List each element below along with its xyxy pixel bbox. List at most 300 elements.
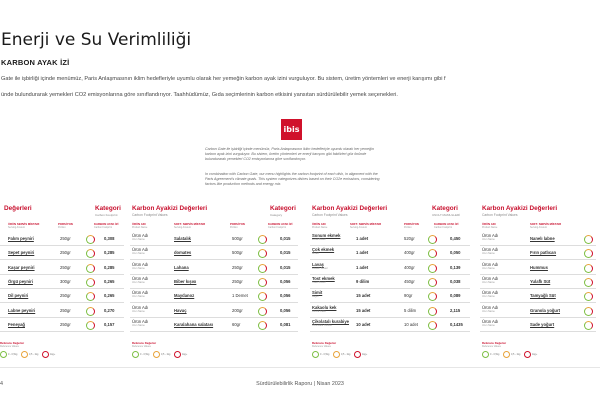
legend-title: Referans Değerler <box>132 341 157 345</box>
table-row <box>480 319 596 332</box>
legend-high: 1kg+ <box>50 353 56 356</box>
row-divider <box>0 274 124 275</box>
col-head-carbon: KARBON AYAK İZİ Carbon Footprint <box>268 222 293 230</box>
row-divider <box>130 274 298 275</box>
serving-amount: 15 adet <box>356 293 371 299</box>
carbon-level-icon <box>86 321 95 330</box>
table-row <box>0 319 124 332</box>
high-carbon-icon <box>354 351 361 358</box>
col-head-english: Carbon Footprint <box>434 226 452 230</box>
legend-low: 0 - 0,5kg <box>140 353 150 356</box>
carbon-level-icon <box>258 321 267 330</box>
col-head-serving: SOFT. SERVİS MİKTARI Serving Amount <box>530 222 562 230</box>
card-subtitle: Carbon Footprint Values <box>482 213 518 217</box>
legend-title: Referans Değerler <box>312 341 337 345</box>
product-code <box>482 248 498 256</box>
row-divider <box>0 259 124 260</box>
product-code-label: Ürün Adı <box>482 290 499 296</box>
product-code-sub: Urun Name <box>132 280 145 284</box>
row-divider <box>310 302 470 303</box>
low-carbon-icon <box>0 351 7 358</box>
mid-carbon-icon <box>21 351 28 358</box>
table-row <box>480 290 596 303</box>
reference-legend <box>482 341 542 361</box>
product-code-sub: Urun Name <box>482 266 495 270</box>
product-name: Simit <box>312 290 323 296</box>
carbon-value: 0,450 <box>450 236 461 241</box>
carbon-level-icon <box>258 235 267 244</box>
product-name: Lahana <box>174 264 189 270</box>
product-code <box>132 277 148 285</box>
legend-mid: 0,5 - 1kg <box>511 353 521 356</box>
product-code <box>482 234 498 242</box>
col-head-carbon: KARBON AYAK İZİ Carbon Footprint <box>94 222 119 230</box>
product-name-english: Local Bread <box>312 238 326 241</box>
row-divider <box>130 302 298 303</box>
carbon-value: 0,015 <box>280 264 291 270</box>
carbon-level-icon <box>428 235 437 244</box>
table-row <box>0 247 124 260</box>
carbon-level-icon <box>258 292 267 301</box>
product-code-label: Ürün Adı <box>132 275 149 281</box>
legend-subtitle: Reference Values <box>312 345 331 348</box>
portion: 200gr <box>232 307 243 313</box>
product-name: Havuç <box>174 307 187 313</box>
portion: 250gr <box>232 278 243 284</box>
table-row <box>310 319 470 332</box>
product-code-sub: Urun Name <box>482 309 495 313</box>
high-carbon-icon <box>174 351 181 358</box>
legend-title: Referans Değerler <box>482 341 507 345</box>
carbon-level-icon <box>428 307 437 316</box>
table-row <box>130 276 298 289</box>
product-name-block <box>312 248 334 256</box>
carbon-value: 0,015 <box>280 250 291 256</box>
product-name: Kakaolu kek <box>312 304 337 310</box>
product-code-label: Ürün Adı <box>482 318 499 324</box>
low-carbon-icon <box>482 351 489 358</box>
col-head-english: Product Name <box>312 226 328 230</box>
product-name-english: Lavash Bread <box>312 266 328 270</box>
intro-text-line2: ünde bulundurarak yemekleri CO2 emisyonlarına göre sınıflandırıyor. Taahhüdümüz, Gıda seçimlerinin karbon etkisini yansıtan sürdürülebilir yemek seçenekleri. <box>1 92 398 98</box>
product-code <box>482 320 498 328</box>
table-row <box>0 276 124 289</box>
col-head-english: Serving Amount <box>530 226 547 230</box>
legend-subtitle: Reference Values <box>482 345 501 348</box>
carbon-level-icon <box>86 264 95 273</box>
portion: 400gr <box>404 250 415 256</box>
card-title: Değerleri <box>4 205 32 212</box>
carbon-value: 0,285 <box>104 250 115 256</box>
col-head-english: Serving Amount <box>350 226 367 230</box>
table-row <box>310 233 470 246</box>
product-name-english: Bagel <box>312 295 319 299</box>
table-row <box>130 233 298 246</box>
portion: 250gr <box>60 321 71 327</box>
carbon-value: 0,1435 <box>450 321 463 327</box>
col-head-english: Portion <box>230 226 238 230</box>
legend-high: 1kg+ <box>182 353 188 356</box>
row-divider <box>310 288 470 289</box>
legend-subtitle: Reference Values <box>0 345 19 348</box>
carbon-value: 0,089 <box>450 293 461 299</box>
product-code-label: Ürün Adı <box>482 261 499 267</box>
table-row <box>310 247 470 260</box>
carbon-level-icon <box>258 278 267 287</box>
product-name: Labne peyniri <box>8 307 36 313</box>
carbon-value: 0,038 <box>450 278 461 284</box>
carbon-level-icon <box>584 235 593 244</box>
col-head-product: ÜRÜN ADI Product Name <box>312 222 328 230</box>
serving-amount: 1 adet <box>356 236 369 241</box>
product-code-label: Ürün Adı <box>132 304 149 310</box>
carbon-value: 0,050 <box>450 250 461 256</box>
col-head-portion: PORSİYON Portion <box>230 222 245 230</box>
carbon-level-icon <box>258 249 267 258</box>
product-code <box>482 291 498 299</box>
product-code-label: Ürün Adı <box>132 261 149 267</box>
col-head-carbon: KARBON AYAK İZİ Carbon Footprint <box>434 222 459 230</box>
carbon-value: 0,056 <box>280 307 291 313</box>
carbon-level-icon <box>86 278 95 287</box>
section-heading: KARBON AYAK İZİ <box>1 58 70 67</box>
product-code <box>482 263 498 271</box>
col-head-english: Serving Amount <box>174 226 191 230</box>
product-code-label: Ürün Adı <box>482 247 499 253</box>
carbon-value: 2,115 <box>450 307 461 313</box>
product-name: Tost ekmek <box>312 275 335 281</box>
product-code-sub: Urun Name <box>132 323 145 327</box>
carbon-value: 0,015 <box>280 236 291 241</box>
table-row <box>310 262 470 275</box>
table-row <box>480 262 596 275</box>
row-divider <box>130 245 298 246</box>
col-head-serving: SOFT. SERVİS MİKTARI Serving Amount <box>174 222 206 230</box>
table-row <box>130 290 298 303</box>
table-row <box>130 305 298 318</box>
mid-carbon-icon <box>153 351 160 358</box>
carbon-level-icon <box>584 264 593 273</box>
carbon-level-icon <box>428 264 437 273</box>
portion: 10 adet <box>404 321 418 327</box>
card-category: Kategori <box>432 205 458 212</box>
product-name: Sepet peyniri <box>8 250 35 256</box>
carbon-card-bakery <box>310 203 472 338</box>
table-row <box>130 262 298 275</box>
carbon-value: 0,265 <box>104 293 115 299</box>
table-row <box>0 305 124 318</box>
product-name-english: Cocoa Cake <box>312 309 326 313</box>
card-title: Karbon Ayakizi Değerleri <box>312 205 388 212</box>
row-divider <box>310 259 470 260</box>
legend-low: 0 - 0,5kg <box>320 353 330 356</box>
product-name: Çikolatalı kurabiye <box>312 318 350 324</box>
carbon-level-icon <box>86 292 95 301</box>
col-head-english: Carbon Footprint <box>94 226 112 230</box>
row-divider <box>0 302 124 303</box>
low-carbon-icon <box>132 351 139 358</box>
portion: 250gr <box>60 264 71 270</box>
portion: 250gr <box>60 250 71 256</box>
product-code-sub: Urun Name <box>132 295 145 299</box>
card-title: Karbon Ayakizi Değerleri <box>482 205 558 212</box>
table-row <box>480 233 596 246</box>
carbon-value: 0,139 <box>450 264 461 270</box>
legend-low: 0 - 0,5kg <box>8 353 18 356</box>
footer-text: Sürdürülebilirlik Raporu | Nisan 2023 <box>256 381 344 387</box>
product-code <box>482 306 498 314</box>
product-code <box>132 306 148 314</box>
high-carbon-icon <box>524 351 531 358</box>
col-head-english: Product Name <box>482 226 498 230</box>
col-head-serving: ÜRÜN SERVİS MİKTARI Serving Amount <box>8 222 40 230</box>
carbon-value: 0,081 <box>280 321 291 327</box>
product-name: Granola yoğurt <box>530 307 561 313</box>
legend-mid: 0,5 - 1kg <box>341 353 351 356</box>
carbon-level-icon <box>584 249 593 258</box>
product-name: Biber kışısı <box>174 278 197 284</box>
row-divider <box>480 259 596 260</box>
table-row <box>310 290 470 303</box>
product-name: Falım peyniri <box>8 236 34 241</box>
carbon-level-icon <box>86 249 95 258</box>
table-row <box>310 305 470 318</box>
serving-amount: 10 adet <box>356 321 371 327</box>
product-name: Örgü peyniri <box>8 278 33 284</box>
product-code-sub: Urun Name <box>132 252 145 256</box>
portion: 300gr <box>60 278 71 284</box>
table-row <box>0 262 124 275</box>
product-name: Sonum ekmek <box>312 233 341 238</box>
card-category-sub: Category <box>270 213 283 217</box>
reference-legend <box>312 341 372 361</box>
carbon-value: 0,157 <box>104 321 115 327</box>
product-name: Tamyağlı Süt <box>530 293 556 299</box>
footer-divider <box>0 367 600 368</box>
mid-carbon-icon <box>333 351 340 358</box>
legend-mid: 0,5 - 1kg <box>29 353 39 356</box>
product-name-block <box>312 277 335 285</box>
product-name-block <box>312 263 327 271</box>
low-carbon-icon <box>312 351 319 358</box>
table-row <box>310 276 470 289</box>
col-head-english: Carbon Footprint <box>268 226 286 230</box>
product-name-english: Bread <box>312 252 319 256</box>
portion: 400gr <box>404 264 415 270</box>
legend-high: 1kg+ <box>532 353 538 356</box>
reference-legend <box>0 341 60 361</box>
portion: 520gr <box>404 236 415 241</box>
center-text-turkish: Carbon Gate ile işbirliği içinde menümüz, Paris Anlaşmasının iklim hedefleriyle uyumlu olarak her yemeğin karbon ayak izini vurguluyor. Bu sistem, üretim yöntemleri ve enerji karışımı gibi faktörleri göz önünde bulundurarak yemekleri CO2 emisyonlarına göre sınıflandırıyor. <box>205 147 374 161</box>
carbon-card-breakfast <box>480 203 598 338</box>
legend-low: 0 - 0,5kg <box>490 353 500 356</box>
product-code-sub: Urun Name <box>132 309 145 313</box>
portion: 250gr <box>232 264 243 270</box>
page-title: Enerji ve Su Verimliliği <box>1 30 192 50</box>
card-category-sub: UNCLT MAMULLERİ <box>432 213 461 217</box>
portion: 1 Demet <box>232 293 248 299</box>
col-head-product: ÜRÜN ADI Product Name <box>482 222 498 230</box>
product-name: Dil peyniri <box>8 293 29 299</box>
product-name: Fırın patlıcan <box>530 250 557 256</box>
card-subtitle: Carbon Footprint Values <box>132 213 168 217</box>
product-name: Sade yoğurt <box>530 321 555 327</box>
page-number: 4 <box>0 381 3 387</box>
carbon-level-icon <box>258 307 267 316</box>
row-divider <box>130 259 298 260</box>
row-divider <box>130 331 298 332</box>
reference-legend <box>132 341 192 361</box>
portion: 500gr <box>232 236 243 241</box>
row-divider <box>310 331 470 332</box>
carbon-level-icon <box>584 321 593 330</box>
ibis-logo: ibis <box>281 119 302 140</box>
product-name: Lavaş <box>312 261 324 267</box>
row-divider <box>480 317 596 318</box>
carbon-value: 0,056 <box>280 278 291 284</box>
product-code <box>482 277 498 285</box>
product-name-english: Toast Bread <box>312 280 326 284</box>
product-code-label: Ürün Adı <box>482 233 499 238</box>
carbon-level-icon <box>86 307 95 316</box>
row-divider <box>0 331 124 332</box>
carbon-value: 0,265 <box>104 278 115 284</box>
carbon-level-icon <box>428 278 437 287</box>
carbon-level-icon <box>86 235 95 244</box>
product-code-sub: Urun Name <box>482 323 495 327</box>
product-code-label: Ürün Adı <box>132 247 149 253</box>
carbon-level-icon <box>584 278 593 287</box>
carbon-level-icon <box>584 292 593 301</box>
row-divider <box>310 317 470 318</box>
carbon-level-icon <box>584 307 593 316</box>
legend-subtitle: Reference Values <box>132 345 151 348</box>
col-head-english: Product Name <box>132 226 148 230</box>
legend-high: 1kg+ <box>362 353 368 356</box>
product-name: Yulaflı Süt <box>530 278 551 284</box>
portion: 450gr <box>404 278 415 284</box>
col-head-english: Portion <box>404 226 412 230</box>
card-category: Kategori <box>95 205 121 212</box>
row-divider <box>0 245 124 246</box>
card-category-sub: Carbon Footprint <box>95 213 118 217</box>
table-row <box>480 305 596 318</box>
carbon-level-icon <box>428 292 437 301</box>
product-name-block <box>312 234 340 242</box>
carbon-level-icon <box>428 321 437 330</box>
product-name: Kaşar peyniri <box>8 264 35 270</box>
portion: 60gr <box>232 321 241 327</box>
row-divider <box>480 302 596 303</box>
table-row <box>130 247 298 260</box>
carbon-value: 0,285 <box>104 264 115 270</box>
product-code <box>132 263 148 271</box>
carbon-card-cheese <box>0 203 126 338</box>
product-code-sub: Urun Name <box>132 266 145 270</box>
product-code <box>132 291 148 299</box>
row-divider <box>480 274 596 275</box>
product-code-sub: Urun Name <box>482 280 495 284</box>
product-code <box>132 248 148 256</box>
card-subtitle: Carbon Footprint Values <box>312 213 348 217</box>
serving-amount: 15 adet <box>356 307 371 313</box>
portion: 250gr <box>60 307 71 313</box>
table-row <box>0 290 124 303</box>
product-name: Karalahana salatası <box>174 321 214 327</box>
col-head-english: Serving Amount <box>8 226 25 230</box>
product-code <box>132 234 148 242</box>
product-name: Salatalık <box>174 236 191 241</box>
product-name: Nanelı labne <box>530 236 555 241</box>
product-name: domates <box>174 250 192 256</box>
col-head-portion: PORSİYON Portion <box>58 222 73 230</box>
serving-amount: 1 adet <box>356 250 369 256</box>
table-row <box>480 276 596 289</box>
product-name: Maydanoz <box>174 293 195 299</box>
product-name: Feneyağ <box>8 321 25 327</box>
product-name: Hummus <box>530 264 548 270</box>
row-divider <box>130 288 298 289</box>
product-code-label: Ürün Adı <box>132 290 149 296</box>
row-divider <box>480 245 596 246</box>
product-code-label: Ürün Adı <box>482 304 499 310</box>
carbon-value: 0,270 <box>104 307 115 313</box>
card-title: Karbon Ayakizi Değerleri <box>132 205 208 212</box>
product-code-label: Ürün Adı <box>132 318 149 324</box>
product-code-label: Ürün Adı <box>132 233 149 238</box>
legend-mid: 0,5 - 1kg <box>161 353 171 356</box>
serving-amount: 1 adet <box>356 264 369 270</box>
product-name-english: Chocolate Cookie <box>312 323 332 327</box>
table-row <box>130 319 298 332</box>
portion: 90gr <box>404 293 413 299</box>
portion: 500gr <box>232 250 243 256</box>
product-code-sub: Urun Name <box>482 295 495 299</box>
product-name-block <box>312 306 336 314</box>
carbon-value: 0,308 <box>104 236 115 241</box>
mid-carbon-icon <box>503 351 510 358</box>
row-divider <box>480 331 596 332</box>
col-head-serving: SOFT. SERVİS MİKTARI Serving Amount <box>350 222 382 230</box>
row-divider <box>310 274 470 275</box>
table-row <box>480 247 596 260</box>
portion: 250gr <box>60 293 71 299</box>
portion: 250gr <box>60 236 71 241</box>
row-divider <box>130 317 298 318</box>
intro-text-line1: Gate ile işbirliği içinde menümüz, Paris Anlaşmasının iklim hedefleriyle uyumlu olarak her yemeğin karbon ayak izini vurguluyor. Bu sistem, üretim yöntemleri ve enerji karışımı gibi f <box>1 76 446 82</box>
product-code-sub: Urun Name <box>482 238 495 241</box>
col-head-portion: PORSİYON Portion <box>404 222 419 230</box>
row-divider <box>480 288 596 289</box>
carbon-level-icon <box>258 264 267 273</box>
product-code <box>132 320 148 328</box>
carbon-value: 0,056 <box>280 293 291 299</box>
product-name: Çok ekmek <box>312 247 335 253</box>
carbon-level-icon <box>428 249 437 258</box>
row-divider <box>0 288 124 289</box>
row-divider <box>0 317 124 318</box>
product-code-label: Ürün Adı <box>482 275 499 281</box>
legend-title: Referans Değerler <box>0 341 25 345</box>
product-name-block <box>312 320 349 328</box>
product-code-sub: Urun Name <box>132 238 145 241</box>
portion: 5 dilim <box>404 307 417 313</box>
product-name-block <box>312 291 322 299</box>
high-carbon-icon <box>42 351 49 358</box>
product-code-sub: Urun Name <box>482 252 495 256</box>
col-head-product: ÜRÜN ADI Product Name <box>132 222 148 230</box>
carbon-card-vegetables <box>130 203 300 338</box>
